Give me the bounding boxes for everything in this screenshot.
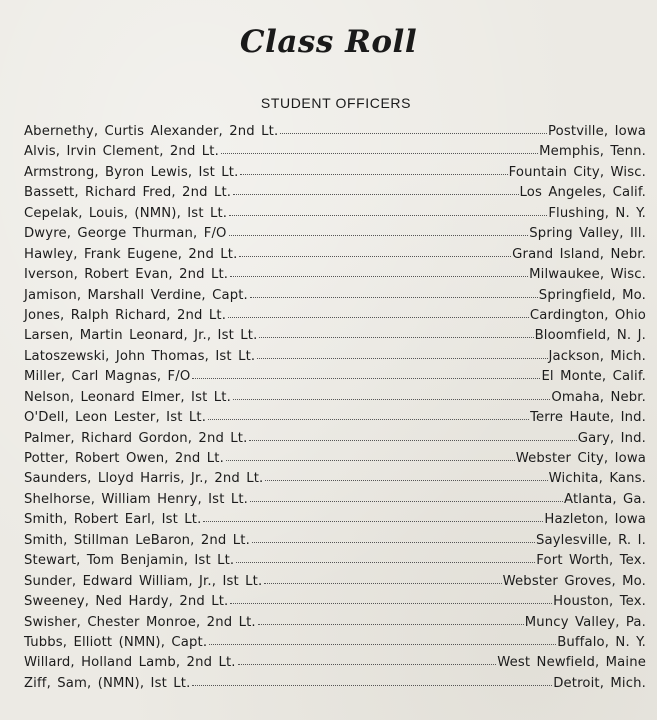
dot-leader [239,255,511,257]
hometown: Spring Valley, Ill. [529,226,646,242]
hometown: Flushing, N. Y. [548,205,646,221]
hometown: Buffalo, N. Y. [557,634,646,650]
dot-leader [265,479,547,481]
list-item [24,349,646,369]
officer-name: Stewart, Tom Benjamin, Ist Lt. [24,553,235,569]
list-item [24,676,646,696]
list-item [24,615,646,635]
officer-name: Smith, Stillman LeBaron, 2nd Lt. [24,532,250,548]
dot-leader [226,459,515,461]
dot-leader [208,418,529,420]
student-officer-list [24,124,646,696]
list-item [24,431,646,451]
dot-leader [250,500,563,502]
list-item [24,471,646,491]
officer-name: Alvis, Irvin Clement, 2nd Lt. [24,144,219,160]
officer-name: Miller, Carl Magnas, F/O [24,369,191,385]
officer-name: Jones, Ralph Richard, 2nd Lt. [24,307,227,323]
list-item [24,635,646,655]
hometown: Jackson, Mich. [548,348,646,364]
list-item [24,451,646,471]
hometown: Terre Haute, Ind. [530,410,646,426]
hometown: Detroit, Mich. [553,675,646,691]
dot-leader [257,357,547,359]
hometown: Gary, Ind. [577,430,646,446]
officer-name: Bassett, Richard Fred, 2nd Lt. [24,185,232,201]
officer-name: Saunders, Lloyd Harris, Jr., 2nd Lt. [24,471,264,487]
dot-leader [258,623,524,625]
hometown: Grand Island, Nebr. [512,246,646,262]
officer-name: Tubbs, Elliott (NMN), Capt. [24,634,208,650]
officer-name: Ziff, Sam, (NMN), Ist Lt. [24,675,191,691]
hometown: Cardington, Ohio [529,307,646,323]
list-item [24,410,646,430]
hometown: Springfield, Mo. [538,287,646,303]
officer-name: O'Dell, Leon Lester, Ist Lt. [24,410,207,426]
hometown: El Monte, Calif. [541,369,646,385]
hometown: Los Angeles, Calif. [519,185,646,201]
officer-name: Swisher, Chester Monroe, 2nd Lt. [24,614,256,630]
hometown: Webster City, Iowa [515,451,646,466]
dot-leader [233,398,550,400]
hometown: Saylesville, R. I. [535,532,646,548]
list-item [24,369,646,389]
dot-leader [259,336,533,338]
dot-leader [233,193,518,195]
officer-name: Armstrong, Byron Lewis, Ist Lt. [24,164,239,180]
officer-name: Larsen, Martin Leonard, Jr., Ist Lt. [24,328,258,344]
officer-name: Shelhorse, William Henry, Ist Lt. [24,491,249,507]
officer-name: Palmer, Richard Gordon, 2nd Lt. [24,430,248,446]
hometown: Postville, Iowa [548,124,646,139]
hometown: Milwaukee, Wisc. [529,267,646,283]
dot-leader [240,173,507,175]
list-item [24,492,646,512]
list-item [24,165,646,185]
list-item [24,267,646,287]
list-item [24,390,646,410]
hometown: Wichita, Kans. [548,471,646,487]
dot-leader [229,214,547,216]
list-item [24,655,646,675]
officer-name: Abernethy, Curtis Alexander, 2nd Lt. [24,124,279,139]
hometown: Memphis, Tenn. [539,144,646,160]
officer-name: Jamison, Marshall Verdine, Capt. [24,287,248,303]
hometown: West Newfield, Maine [497,655,646,671]
dot-leader [228,316,529,318]
hometown: Atlanta, Ga. [564,491,646,507]
list-item [24,288,646,308]
officer-name: Iverson, Robert Evan, 2nd Lt. [24,267,229,283]
list-item [24,124,646,144]
officer-name: Latoszewski, John Thomas, Ist Lt. [24,348,256,364]
hometown: Houston, Tex. [553,594,646,610]
list-item [24,247,646,267]
list-item [24,328,646,348]
dot-leader [203,520,543,522]
list-item [24,144,646,164]
dot-leader [250,296,538,298]
list-item [24,553,646,573]
dot-leader [192,684,552,686]
officer-name: Dwyre, George Thurman, F/O [24,226,227,242]
list-item [24,185,646,205]
hometown: Fort Worth, Tex. [536,553,646,569]
dot-leader [252,541,535,543]
dot-leader [264,582,501,584]
hometown: Webster Groves, Mo. [502,573,646,589]
officer-name: Sunder, Edward William, Jr., Ist Lt. [24,573,263,589]
list-item [24,308,646,328]
hometown: Fountain City, Wisc. [508,164,646,180]
officer-name: Smith, Robert Earl, Ist Lt. [24,512,202,528]
list-item [24,512,646,532]
officer-name: Willard, Holland Lamb, 2nd Lt. [24,655,236,671]
officer-name: Potter, Robert Owen, 2nd Lt. [24,451,224,466]
officer-name: Hawley, Frank Eugene, 2nd Lt. [24,246,238,262]
hometown: Bloomfield, N. J. [534,328,646,344]
list-item [24,594,646,614]
hometown: Omaha, Nebr. [551,389,646,405]
dot-leader [280,132,547,134]
dot-leader [221,152,538,154]
hometown: Muncy Valley, Pa. [524,614,646,630]
dot-leader [249,439,576,441]
officer-name: Nelson, Leonard Elmer, Ist Lt. [24,389,231,405]
dot-leader [209,643,556,645]
officer-name: Cepelak, Louis, (NMN), Ist Lt. [24,205,228,221]
dot-leader [230,275,528,277]
dot-leader [229,234,529,236]
dot-leader [238,663,497,665]
page-title: Class Roll [239,24,418,60]
officer-name: Sweeney, Ned Hardy, 2nd Lt. [24,594,229,610]
list-item [24,533,646,553]
dot-leader [236,561,535,563]
dot-leader [192,377,540,379]
list-item [24,206,646,226]
dot-leader [230,602,552,604]
hometown: Hazleton, Iowa [544,512,646,528]
list-item [24,226,646,246]
list-item [24,574,646,594]
section-heading: STUDENT OFFICERS [260,95,412,111]
